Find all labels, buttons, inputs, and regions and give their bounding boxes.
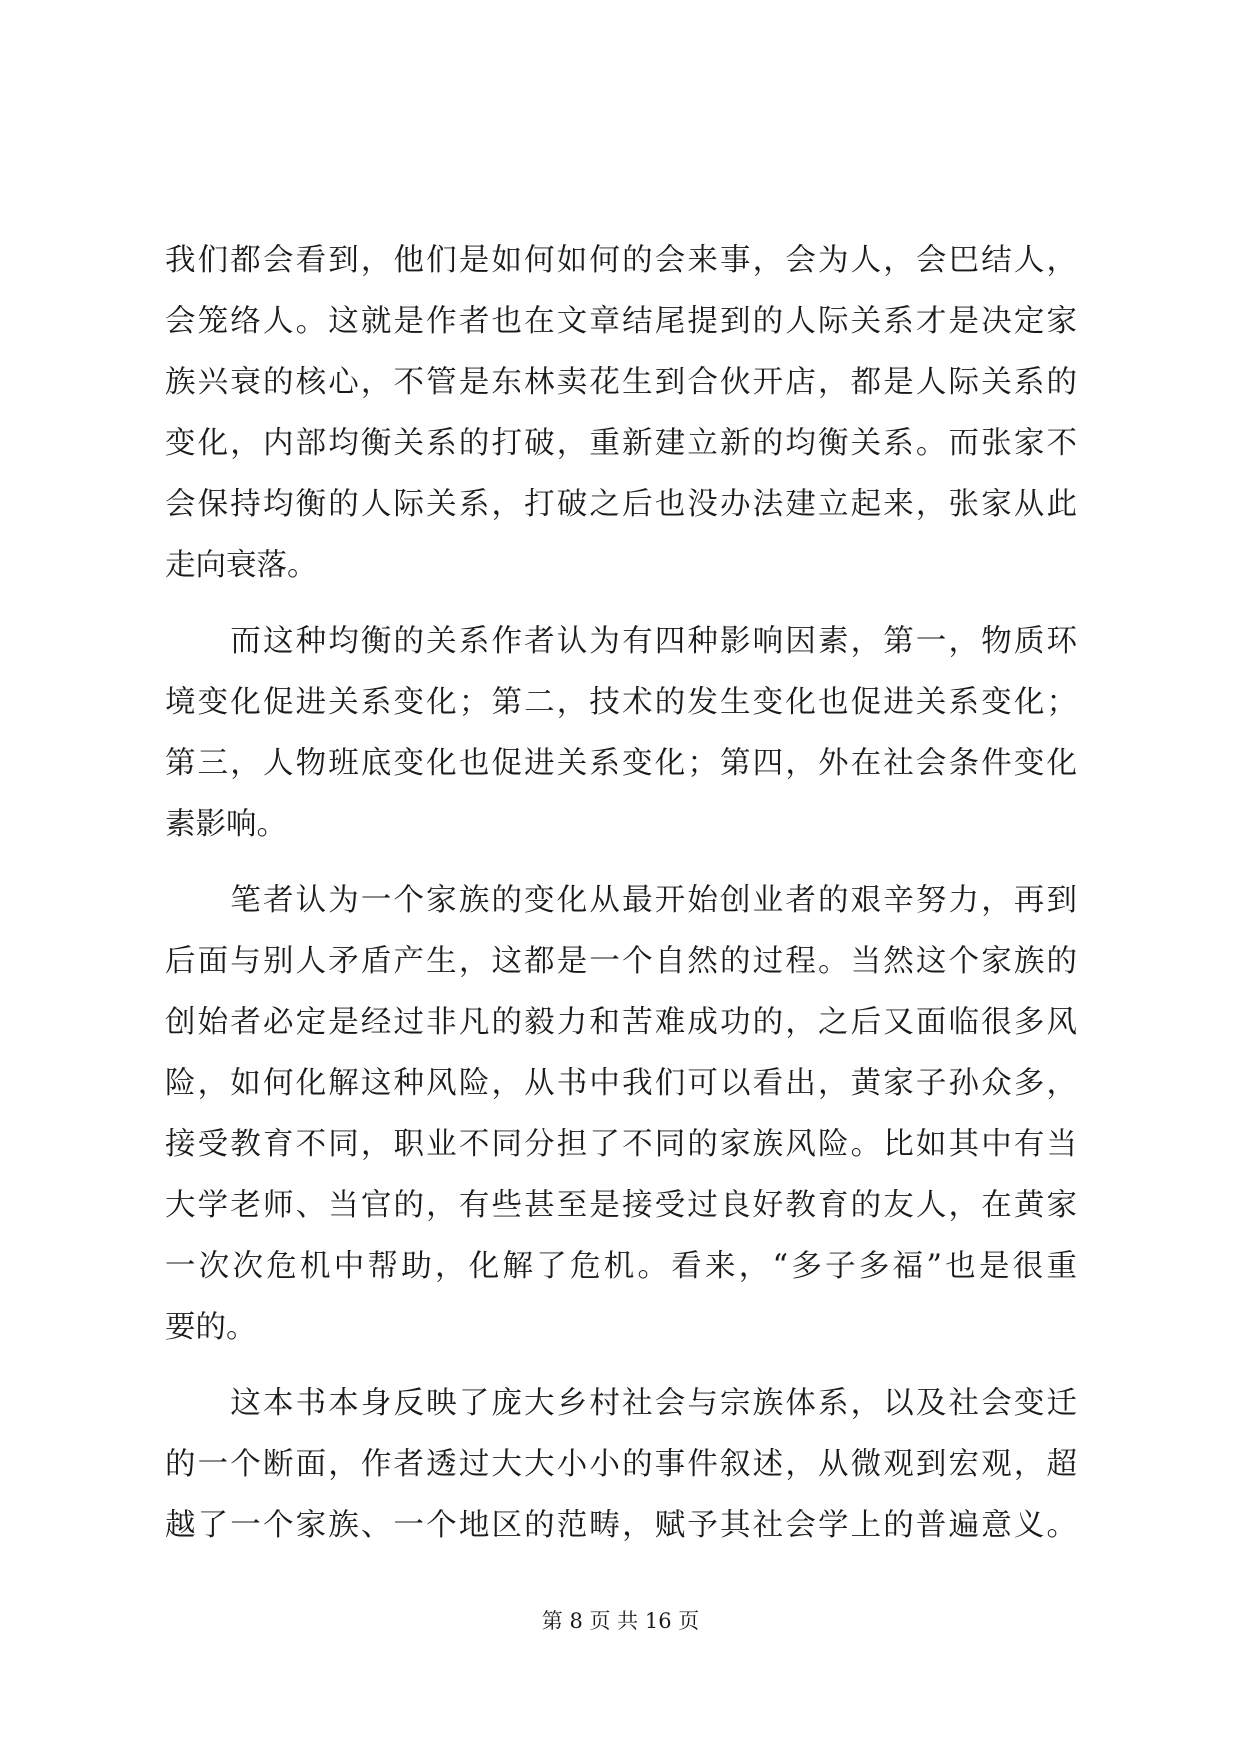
- paragraph-spacing: [165, 596, 1077, 611]
- page-number-footer: 第 8 页 共 16 页: [541, 1609, 700, 1633]
- text-line: 而这种均衡的关系作者认为有四种影响因素，第一，物质环: [165, 624, 1077, 659]
- text-line: 境变化促进关系变化；第二，技术的发生变化也促进关系变化；: [165, 685, 1077, 720]
- text-line: 创始者必定是经过非凡的毅力和苦难成功的，之后又面临很多风: [165, 1005, 1077, 1040]
- paragraph-2: [165, 611, 1077, 855]
- text-line: 大学老师、当官的，有些甚至是接受过良好教育的友人，在黄家: [165, 1188, 1077, 1223]
- paragraph-4: [165, 1373, 1077, 1556]
- text-line: 会保持均衡的人际关系，打破之后也没办法建立起来，张家从此: [165, 487, 1077, 522]
- text-line: 走向衰落。: [165, 548, 318, 583]
- paragraph-spacing: [165, 855, 1077, 870]
- text-line: 族兴衰的核心，不管是东林卖花生到合伙开店，都是人际关系的: [165, 365, 1077, 400]
- text-line: 后面与别人矛盾产生，这都是一个自然的过程。当然这个家族的: [165, 944, 1077, 979]
- paragraph-spacing: [165, 1358, 1077, 1373]
- text-line: 险，如何化解这种风险，从书中我们可以看出，黄家子孙众多，: [165, 1066, 1077, 1101]
- text-line: 变化，内部均衡关系的打破，重新建立新的均衡关系。而张家不: [165, 426, 1077, 461]
- text-line: 会笼络人。这就是作者也在文章结尾提到的人际关系才是决定家: [165, 304, 1077, 339]
- text-line: 第三，人物班底变化也促进关系变化；第四，外在社会条件变化: [165, 746, 1077, 781]
- text-line: 素影响。: [165, 807, 287, 842]
- text-line: 的一个断面，作者透过大大小小的事件叙述，从微观到宏观，超: [165, 1447, 1077, 1482]
- text-line: 我们都会看到，他们是如何如何的会来事，会为人，会巴结人，: [165, 243, 1077, 278]
- text-line: 要的。: [165, 1310, 257, 1345]
- text-line: 越了一个家族、一个地区的范畴，赋予其社会学上的普遍意义。: [165, 1508, 1077, 1543]
- text-line: 接受教育不同，职业不同分担了不同的家族风险。比如其中有当: [165, 1127, 1077, 1162]
- text-line: 这本书本身反映了庞大乡村社会与宗族体系，以及社会变迁: [165, 1386, 1077, 1421]
- text-line: 一次次危机中帮助，化解了危机。看来，“多子多福”也是很重: [165, 1249, 1077, 1284]
- body-text: [165, 230, 1077, 1556]
- paragraph-3: [165, 870, 1077, 1358]
- paragraph-1: [165, 230, 1077, 596]
- text-line: 笔者认为一个家族的变化从最开始创业者的艰辛努力，再到: [165, 883, 1077, 918]
